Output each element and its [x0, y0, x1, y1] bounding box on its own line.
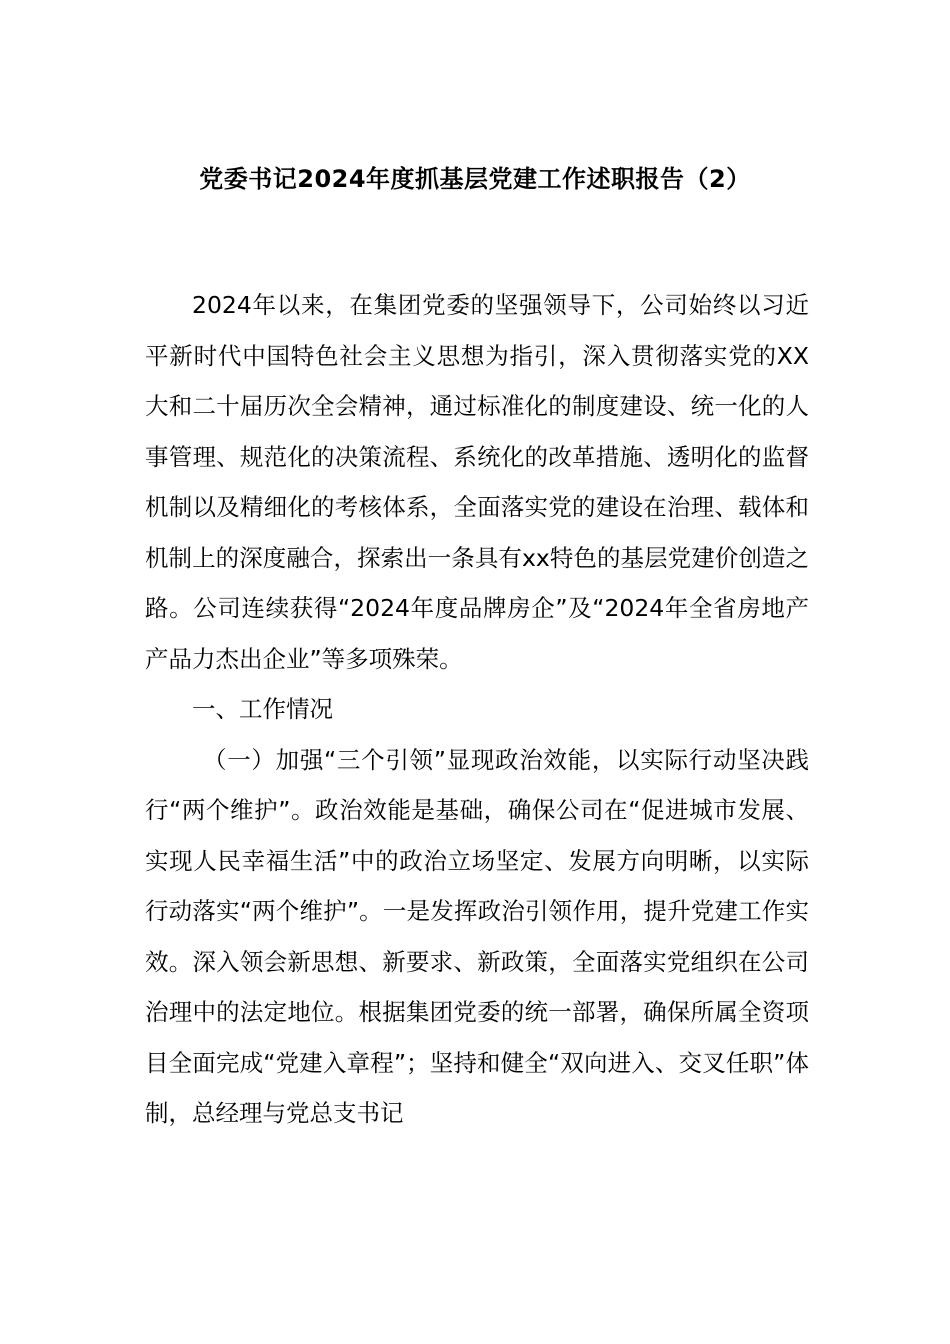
body-paragraph-intro: 2024年以来，在集团党委的坚强领导下，公司始终以习近平新时代中国特色社会主义思想为指引，深入贯彻落实党的XX大和二十届历次全会精神，通过标准化的制度建设、统一化的人事管理、规范化的决策流程、系统化的改革措施、透明化的监督机制以及精细化的考核体系，全面落实党的建设在治理、载体和机制上的深度融合，探索出一条具有xx特色的基层党建价创造之路。公司连续获得“2024年度品牌房企”及“2024年全省房地产产品力杰出企业”等多项殊荣。 [145, 291, 809, 673]
body-paragraph-section-1: （一）加强“三个引领”显现政治效能，以实际行动坚决践行“两个维护”。政治效能是基础，确保公司在“促进城市发展、实现人民幸福生活”中的政治立场坚定、发展方向明晰，以实际行动落实“两个维护”。一是发挥政治引领作用，提升党建工作实效。深入领会新思想、新要求、新政策，全面落实党组织在公司治理中的法定地位。根据集团党委的统一部署，确保所属全资项目全面完成“党建入章程”；坚持和健全“双向进入、交叉任职”体制，总经理与党总支书记 [145, 745, 809, 1127]
document-title: 党委书记2024年度抓基层党建工作述职报告（2） [199, 165, 751, 193]
section-heading-work-status: 一、工作情况 [192, 695, 333, 723]
document-body [145, 280, 809, 1139]
